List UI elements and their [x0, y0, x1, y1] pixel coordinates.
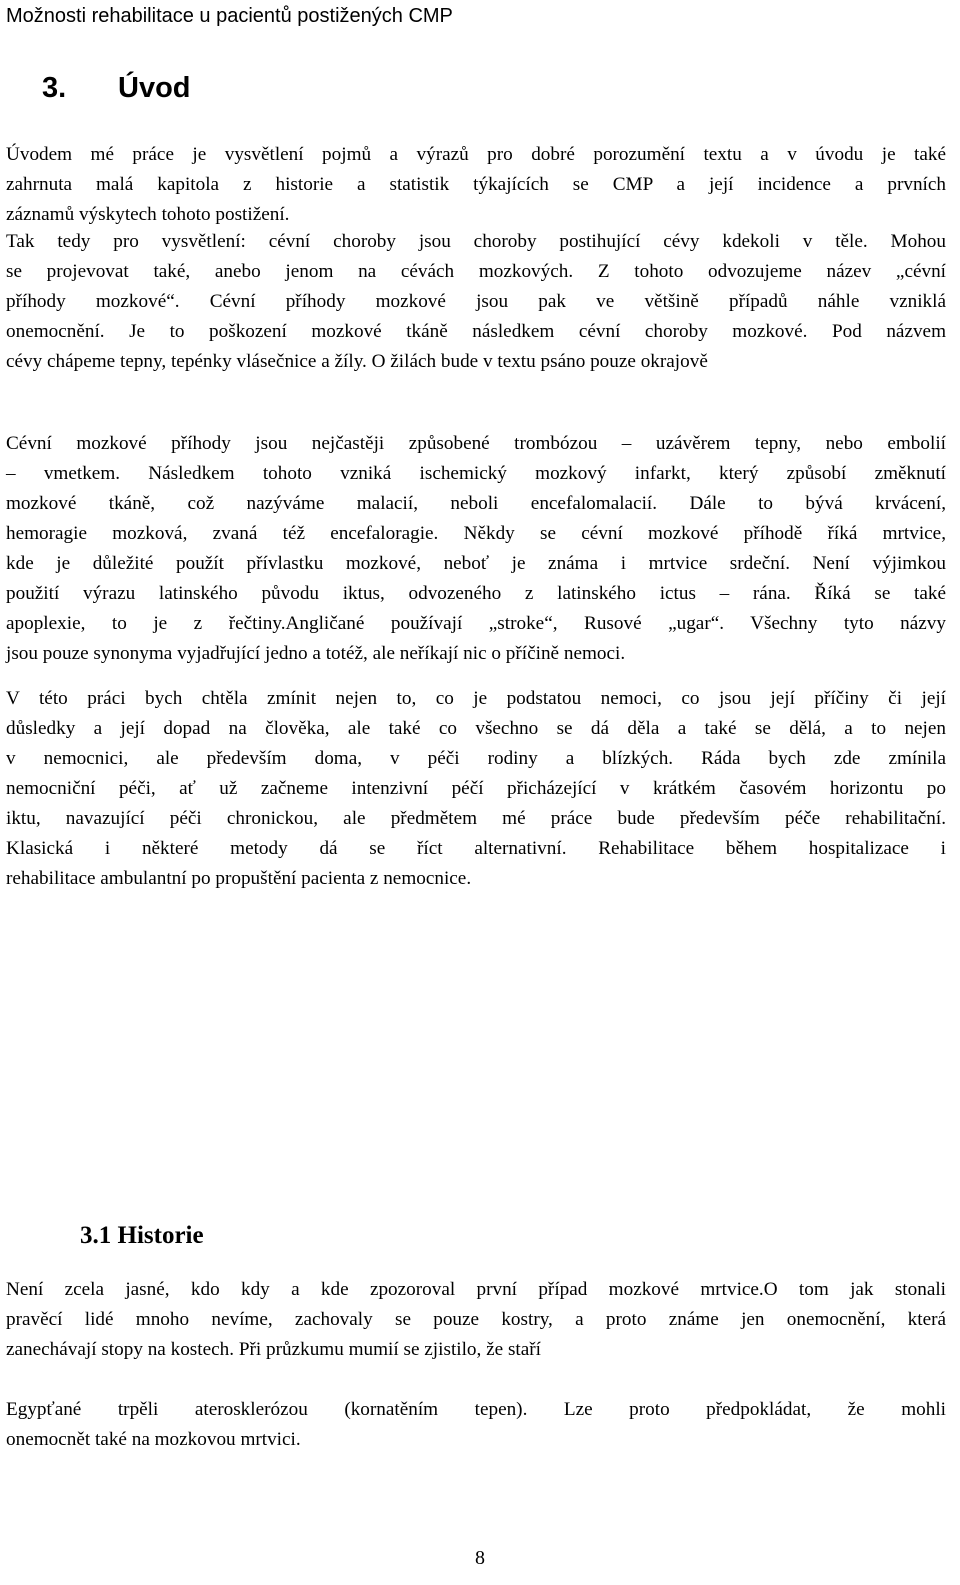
- paragraph-line: iktu, navazující péči chronickou, ale předmětem mé práce bude především péče rehabilitační.: [6, 808, 946, 829]
- chapter-number: 3.: [42, 72, 67, 104]
- paragraph-line: v nemocnici, ale především doma, v péči rodiny a blízkých. Ráda bych zde zmínila: [6, 748, 946, 769]
- paragraph-line: Cévní mozkové příhody jsou nejčastěji způsobené trombózou – uzávěrem tepny, nebo embolií: [6, 433, 946, 454]
- chapter-heading: [42, 70, 191, 106]
- paragraph-line: apoplexie, to je z řečtiny.Angličané používají „stroke“, Rusové „ugar“. Všechny tyto názvy: [6, 613, 946, 634]
- paragraph-line: důsledky a její dopad na člověka, ale také co všechno se dá děla a také se dělá, a to nejen: [6, 718, 946, 739]
- paragraph-line: kde je důležité použít přívlastku mozkové, neboť je známa i mrtvice srdeční. Není výjimkou: [6, 553, 946, 574]
- paragraph-line: jsou pouze synonyma vyjadřující jedno a totéž, ale neříkají nic o příčině nemoci.: [6, 643, 626, 664]
- section-title: Historie: [117, 1222, 204, 1249]
- paragraph-line: Tak tedy pro vysvětlení: cévní choroby jsou choroby postihující cévy kdekoli v těle. Mohou: [6, 231, 946, 252]
- paragraph-line: hemoragie mozková, zvaná též encefaloragie. Někdy se cévní mozkové příhodě říká mrtvice,: [6, 523, 946, 544]
- aim-paragraph: [6, 684, 946, 894]
- intro-paragraph: [6, 140, 946, 230]
- paragraph-line: příhody mozkové“. Cévní příhody mozkové jsou pak ve většině případů náhle vzniklá: [6, 291, 946, 312]
- causes-paragraph: [6, 429, 946, 669]
- chapter-title: Úvod: [118, 72, 191, 104]
- history-paragraph-1: [6, 1275, 946, 1365]
- history-paragraph-2: [6, 1395, 946, 1455]
- paragraph-line: – vmetkem. Následkem tohoto vzniká ischemický mozkový infarkt, který způsobí změknutí: [6, 463, 946, 484]
- running-header: Možnosti rehabilitace u pacientů postižených CMP: [6, 5, 453, 27]
- paragraph-line: záznamů výskytech tohoto postižení.: [6, 204, 290, 225]
- paragraph-line: V této práci bych chtěla zmínit nejen to, co je podstatou nemoci, co jsou její příčiny či její: [6, 688, 946, 709]
- explanation-paragraph: [6, 227, 946, 377]
- section-heading: [80, 1220, 204, 1252]
- paragraph-line: zahrnuta malá kapitola z historie a statistik týkajících se CMP a její incidence a prvních: [6, 174, 946, 195]
- section-number: 3.1: [80, 1222, 112, 1249]
- paragraph-line: se projevovat také, anebo jenom na cévách mozkových. Z tohoto odvozujeme název „cévní: [6, 261, 946, 282]
- paragraph-line: zanechávají stopy na kostech. Při průzkumu mumií se zjistilo, že staří: [6, 1339, 541, 1360]
- paragraph-line: onemocnět také na mozkovou mrtvici.: [6, 1429, 301, 1450]
- paragraph-line: Egypťané trpěli aterosklerózou (kornatěním tepen). Lze proto předpokládat, že mohli: [6, 1399, 946, 1420]
- paragraph-line: nemocniční péči, ať už začneme intenzivní péčí přicházející v krátkém časovém horizontu po: [6, 778, 946, 799]
- paragraph-line: Úvodem mé práce je vysvětlení pojmů a výrazů pro dobré porozumění textu a v úvodu je také: [6, 144, 946, 165]
- paragraph-line: Není zcela jasné, kdo kdy a kde zpozoroval první případ mozkové mrtvice.O tom jak stonali: [6, 1279, 946, 1300]
- paragraph-line: rehabilitace ambulantní po propuštění pacienta z nemocnice.: [6, 868, 472, 889]
- paragraph-line: pravěcí lidé mnoho nevíme, zachovaly se pouze kostry, a proto známe jen onemocnění, která: [6, 1309, 946, 1330]
- page-number: 8: [475, 1547, 485, 1569]
- paragraph-line: použití výrazu latinského původu iktus, odvozeného z latinského ictus – rána. Říká se také: [6, 583, 946, 604]
- paragraph-line: cévy chápeme tepny, tepénky vlásečnice a žíly. O žilách bude v textu psáno pouze okrajově: [6, 351, 708, 372]
- paragraph-line: Klasická i některé metody dá se říct alternativní. Rehabilitace během hospitalizace i: [6, 838, 946, 859]
- paragraph-line: onemocnění. Je to poškození mozkové tkáně následkem cévní choroby mozkové. Pod názvem: [6, 321, 946, 342]
- paragraph-line: mozkové tkáně, což nazýváme malacií, neboli encefalomalacií. Dále to bývá krvácení,: [6, 493, 946, 514]
